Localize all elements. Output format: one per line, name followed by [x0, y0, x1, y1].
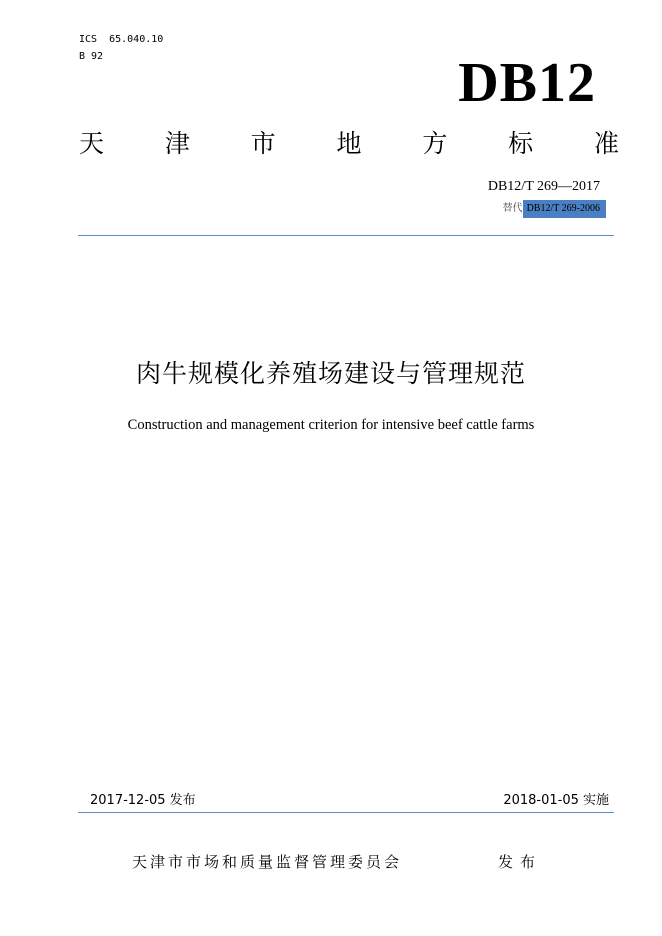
- standard-title-char: 方: [422, 129, 448, 158]
- document-title-chinese: 肉牛规模化养殖场建设与管理规范: [135, 359, 526, 388]
- ics-code: ICS 65.040.10: [79, 34, 164, 45]
- footer-divider: [78, 812, 614, 813]
- document-title-english: Construction and management criterion for intensive beef cattle farms: [127, 417, 535, 433]
- standard-logo: DB12: [458, 52, 596, 114]
- standard-title-char: 津: [164, 129, 190, 158]
- classification-code: B 92: [79, 51, 104, 62]
- standard-title-char: 天: [79, 129, 105, 158]
- implement-date: 2018-01-05 实施: [503, 793, 609, 808]
- replaces-line: [503, 200, 606, 218]
- standard-title-char: 准: [593, 129, 619, 158]
- issue-label: 发布: [498, 853, 543, 871]
- publish-date: 2017-12-05 发布: [90, 793, 196, 808]
- standard-title-char: 标: [508, 129, 534, 158]
- standard-title-char: 市: [250, 129, 276, 158]
- replaces-prefix: 替代: [502, 203, 523, 214]
- replaces-code-highlight[interactable]: DB12/T 269-2006: [523, 200, 606, 218]
- header-divider: [78, 235, 614, 236]
- standard-title-char: 地: [336, 129, 362, 158]
- issuing-authority: 天津市市场和质量监督管理委员会: [132, 853, 403, 871]
- standard-number: DB12/T 269—2017: [487, 179, 600, 194]
- standard-category-title: [79, 128, 619, 160]
